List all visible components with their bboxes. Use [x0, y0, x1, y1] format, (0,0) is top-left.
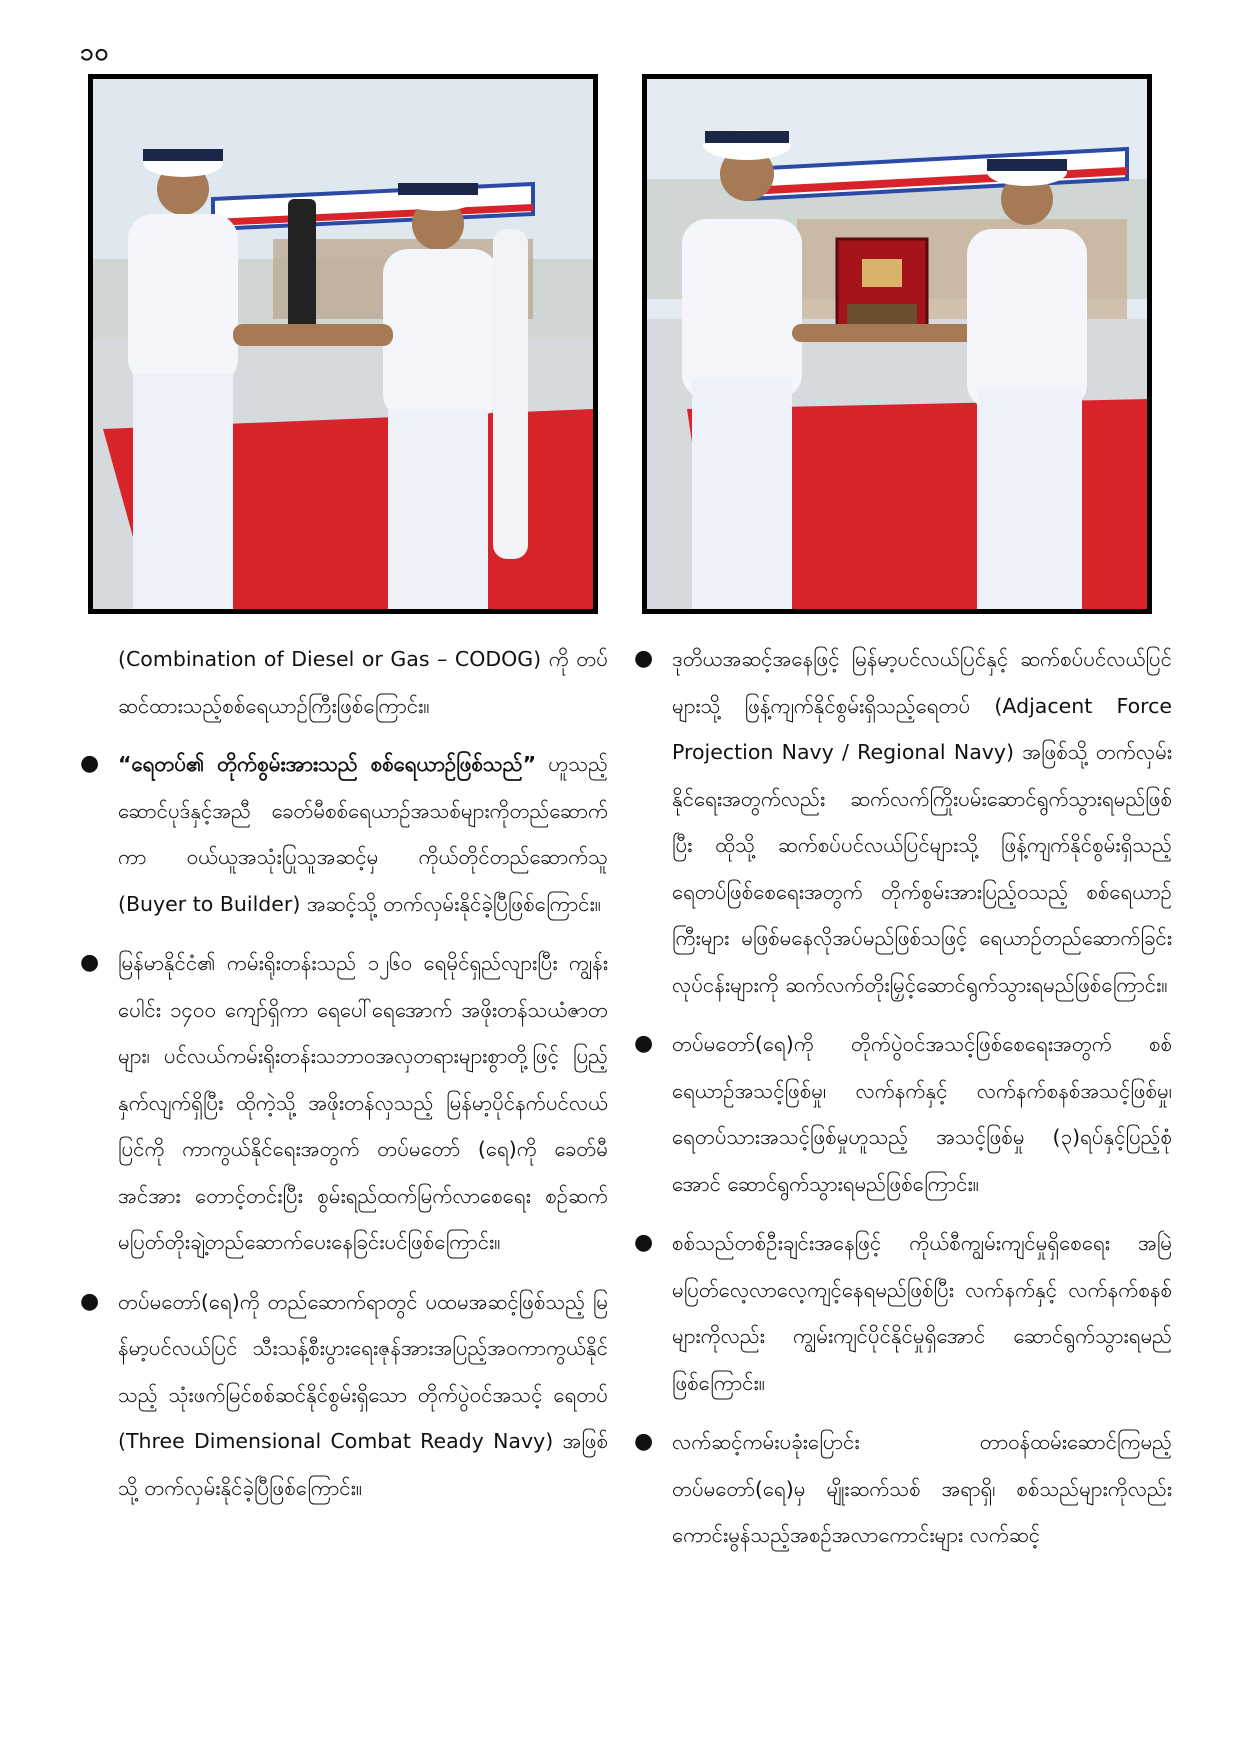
list-item [632, 1021, 1172, 1207]
list-item-text: မြန်မာနိုင်ငံ၏ ကမ်းရိုးတန်းသည် ၁၂၆ဝ ရေမိုင်ရှည်လျားပြီး ကျွန်းပေါင်း ၁၄ဝဝ ကျော်ရှိကာ ရေပေါ်ရေအောက် အဖိုးတန်သယံဇာတများ၊ ပင်လယ်ကမ်းရိုးတန်းသဘာဝအလှတရားများစွာတို့ဖြင့် ပြည့်နှက်လျက်ရှိပြီး ထိုကဲ့သို့ အဖိုးတန်လှသည့် မြန်မာ့ပိုင်နက်ပင်လယ်ပြင်ကို ကာကွယ်နိုင်ရေးအတွက် တပ်မတော် (ရေ)ကို ခေတ်မီအင်အား တောင့်တင်းပြီး စွမ်းရည်ထက်မြက်လာစေရေး စဉ်ဆက်မပြတ်တိုးချဲ့တည်ဆောက်ပေးနေခြင်းပင်ဖြစ်ကြောင်း။ [118, 951, 608, 1254]
list-item [78, 1279, 608, 1512]
bullet-icon: ● [634, 1031, 654, 1056]
list-item [632, 636, 1172, 1008]
list-item [632, 1220, 1172, 1406]
bullet-icon: ● [634, 646, 654, 671]
left-photo [88, 74, 598, 614]
motto-text: “ရေတပ်၏ တိုက်စွမ်းအားသည် စစ်ရေယာဉ်ဖြစ်သည်” [118, 752, 537, 776]
list-item-text: ဟူသည့်ဆောင်ပုဒ်နှင့်အညီ ခေတ်မီစစ်ရေယာဉ်အသစ်များကိုတည်ဆောက်ကာ ဝယ်ယူအသုံးပြုသူအဆင့်မှ ကိုယ်တိုင်တည်ဆောက်သူ (Buyer to Builder) အဆင့်သို့ တက်လှမ်းနိုင်ခဲ့ပြီဖြစ်ကြောင်း။ [118, 752, 608, 916]
left-text-column [78, 636, 608, 1524]
right-text-column [632, 636, 1172, 1572]
list-item [78, 741, 608, 927]
list-item-text: လက်ဆင့်ကမ်းပခုံးပြောင်း တာဝန်ထမ်းဆောင်ကြမည့် တပ်မတော်(ရေ)မှ မျိုးဆက်သစ် အရာရှိ၊ စစ်သည်များကိုလည်း ကောင်းမွန်သည့်အစဉ်အလာကောင်းများ လက်ဆင့် [672, 1430, 1172, 1547]
right-photo [642, 74, 1152, 614]
officers-exchanging-award-photo [93, 79, 593, 609]
bullet-icon: ● [80, 751, 100, 776]
bullet-icon: ● [634, 1230, 654, 1255]
list-item-text: ဒုတိယအဆင့်အနေဖြင့် မြန်မာ့ပင်လယ်ပြင်နှင့် ဆက်စပ်ပင်လယ်ပြင်များသို့ ဖြန့်ကျက်နိုင်စွမ်းရှိသည့်ရေတပ် (Adjacent Force Projection Navy / Regional Navy) အဖြစ်သို့ တက်လှမ်းနိုင်ရေးအတွက်လည်း ဆက်လက်ကြိုးပမ်းဆောင်ရွက်သွားရမည်ဖြစ်ပြီး ထိုသို့ ဆက်စပ်ပင်လယ်ပြင်များသို့ ဖြန့်ကျက်နိုင်စွမ်းရှိသည့် ရေတပ်ဖြစ်စေရေးအတွက် တိုက်စွမ်းအားပြည့်ဝသည့် စစ်ရေယာဉ်ကြီးများ မဖြစ်မနေလိုအပ်မည်ဖြစ်သဖြင့် ရေယာဉ်တည်ဆောက်ခြင်းလုပ်ငန်းများကို ဆက်လက်တိုးမြှင့်ဆောင်ရွက်သွားရမည်ဖြစ်ကြောင်း။ [672, 647, 1172, 997]
list-item-text: တပ်မတော်(ရေ)ကို တည်ဆောက်ရာတွင် ပထမအဆင့်ဖြစ်သည့် မြန်မာ့ပင်လယ်ပြင် သီးသန့်စီးပွားရေးဇုန်အားအပြည့်အဝကာကွယ်နိုင်သည့် သုံးဖက်မြင်စစ်ဆင်နိုင်စွမ်းရှိသော တိုက်ပွဲဝင်အသင့် ရေတပ် (Three Dimensional Combat Ready Navy) အဖြစ်သို့ တက်လှမ်းနိုင်ခဲ့ပြီဖြစ်ကြောင်း။ [118, 1289, 608, 1500]
list-item-text: စစ်သည်တစ်ဦးချင်းအနေဖြင့် ကိုယ်စီကျွမ်းကျင်မှုရှိစေရေး အမြဲမပြတ်လေ့လာလေ့ကျင့်နေရမည်ဖြစ်ပြီး လက်နက်နှင့် လက်နက်စနစ်များကိုလည်း ကျွမ်းကျင်ပိုင်နိုင်မှုရှိအောင် ဆောင်ရွက်သွားရမည်ဖြစ်ကြောင်း။ [672, 1231, 1172, 1395]
continuation-paragraph: (Combination of Diesel or Gas – CODOG) ကို တပ်ဆင်ထားသည့်စစ်ရေယာဉ်ကြီးဖြစ်ကြောင်း။ [118, 647, 608, 718]
list-item [78, 940, 608, 1266]
officers-presenting-plaque-photo [647, 79, 1147, 609]
list-item [632, 1419, 1172, 1559]
page-number: ၁၀ [80, 38, 109, 66]
bullet-icon: ● [634, 1429, 654, 1454]
bullet-icon: ● [80, 950, 100, 975]
list-item-text: တပ်မတော်(ရေ)ကို တိုက်ပွဲဝင်အသင့်ဖြစ်စေရေးအတွက် စစ်ရေယာဉ်အသင့်ဖြစ်မှု၊ လက်နက်နှင့် လက်နက်စနစ်အသင့်ဖြစ်မှု၊ ရေတပ်သားအသင့်ဖြစ်မှုဟူသည့် အသင့်ဖြစ်မှု (၃)ရပ်နှင့်ပြည့်စုံအောင် ဆောင်ရွက်သွားရမည်ဖြစ်ကြောင်း။ [672, 1032, 1172, 1196]
bullet-icon: ● [80, 1288, 100, 1314]
